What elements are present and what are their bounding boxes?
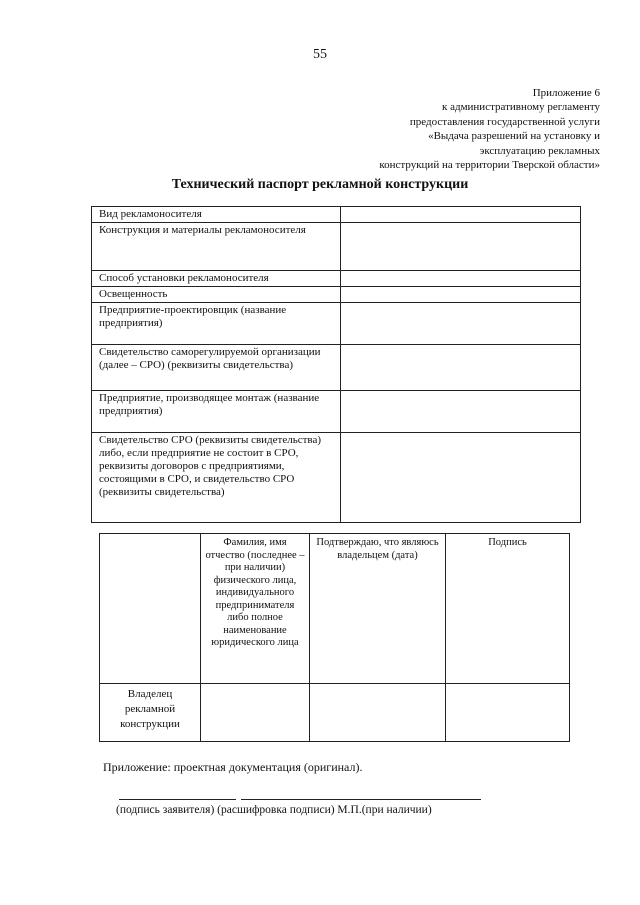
appendix-line: предоставления государственной услуги [409,115,600,128]
appendix-line: «Выдача разрешений на установку и [428,130,600,143]
appendix-line: Приложение 6 [532,87,600,99]
appendix-line: к административному регламенту [442,101,600,114]
document-title: Технический паспорт рекламной конструкции [171,177,469,192]
table-row [92,287,581,303]
row-label: Конструкция и материалы рекламоносителя [92,223,341,271]
header-cell-confirm: Подтверждаю, что являюсь владельцем (дата) [310,534,446,684]
header-cell-name: Фамилия, имя отчество (последнее – при наличии) физического лица, индивидуального предпринимателя либо полное наименование юридического лица [201,534,310,684]
appendix-line: эксплуатацию рекламных [479,144,600,157]
appendix-line: конструкций на территории Тверской области» [379,159,600,172]
value-cell[interactable] [341,207,581,223]
row-label: Вид рекламоносителя [92,207,341,223]
table-row [92,207,581,223]
passport-table [91,206,581,523]
value-cell[interactable] [341,271,581,287]
table-row [92,391,581,433]
header-cell-empty [100,534,201,684]
value-cell[interactable] [341,303,581,345]
table-row [92,271,581,287]
signature-caption: (подпись заявителя) (расшифровка подписи) М.П.(при наличии) [116,804,432,816]
row-label: Способ установки рекламоносителя [92,271,341,287]
row-label: Освещенность [92,287,341,303]
value-cell[interactable] [341,287,581,303]
owner-signature-cell[interactable] [446,684,570,742]
table-row [92,223,581,271]
attachment-note: Приложение: проектная документация (оригинал). [103,760,363,774]
row-label: Предприятие-проектировщик (название предприятия) [92,303,341,345]
header-cell-signature: Подпись [446,534,570,684]
value-cell[interactable] [341,433,581,523]
signature-decoding-line[interactable] [241,799,481,800]
table-header-row [100,534,570,684]
value-cell[interactable] [341,345,581,391]
appendix-header [300,86,600,172]
table-row [92,303,581,345]
table-row [92,345,581,391]
signature-line[interactable] [119,799,236,800]
page-number: 55 [313,47,327,62]
owner-table [99,533,570,742]
owner-row-label: Владелец рекламной конструкции [100,684,201,742]
row-label: Свидетельство саморегулируемой организации (далее – СРО) (реквизиты свидетельства) [92,345,341,391]
value-cell[interactable] [341,223,581,271]
value-cell[interactable] [341,391,581,433]
row-label: Предприятие, производящее монтаж (название предприятия) [92,391,341,433]
owner-name-cell[interactable] [201,684,310,742]
table-row [92,433,581,523]
table-row [100,684,570,742]
owner-date-cell[interactable] [310,684,446,742]
row-label: Свидетельство СРО (реквизиты свидетельства) либо, если предприятие не состоит в СРО, реквизиты договоров с предприятиями, состоящими в СРО, и свидетельство СРО (реквизиты свидетельства) [92,433,341,523]
